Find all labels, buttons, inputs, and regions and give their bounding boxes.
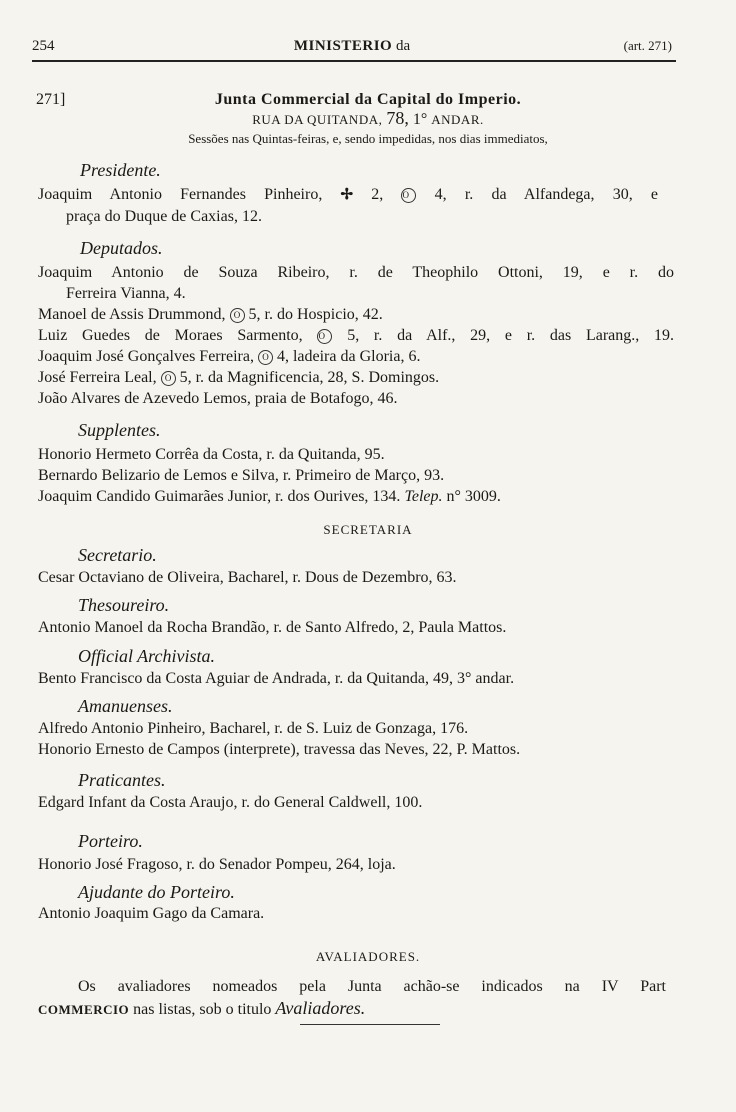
deputado-3	[38, 326, 674, 346]
address-street: RUA DA QUITANDA,	[252, 112, 383, 127]
deputado-2-name: Manoel de Assis Drummond,	[38, 306, 226, 323]
deputado-5-address: 5, r. da Magnificencia, 28, S. Domingos.	[179, 369, 440, 386]
presidente-cross-grade: 2,	[371, 186, 384, 203]
presidente-line-1	[38, 185, 658, 205]
deputado-5-name: José Ferreira Leal,	[38, 369, 157, 386]
presidente-address: 4, r. da Alfandega, 30, e	[434, 186, 658, 203]
supplente-2: Bernardo Belizario de Lemos e Silva, r. Primeiro de Março, 93.	[38, 467, 445, 484]
deputado-4	[38, 347, 420, 367]
order-icon: O	[317, 329, 332, 344]
running-title	[32, 38, 672, 55]
address-floor: 1°	[412, 111, 428, 128]
deputado-3-name: Luiz Guedes de Moraes Sarmento,	[38, 327, 303, 344]
deputado-5	[38, 368, 439, 388]
avaliadores-text: nas listas, sob o titulo	[133, 1001, 272, 1018]
secretario-entry: Cesar Octaviano de Oliveira, Bacharel, r. Dous de Dezembro, 63.	[38, 569, 457, 586]
archivista-title: Official Archivista.	[78, 646, 215, 666]
deputados-title: Deputados.	[80, 238, 163, 258]
deputado-2	[38, 305, 383, 325]
order-icon: O	[258, 350, 273, 365]
cross-icon: ✢	[340, 187, 354, 203]
amanuenses-title: Amanuenses.	[78, 696, 173, 716]
porteiro-entry: Honorio José Fragoso, r. do Senador Pompeu, 264, loja.	[38, 856, 396, 873]
avaliadores-heading: AVALIADORES.	[315, 949, 421, 964]
running-title-bold: MINISTERIO	[293, 38, 393, 54]
secretaria-heading: SECRETARIA	[323, 522, 413, 537]
order-icon: O	[401, 188, 416, 203]
presidente-title: Presidente.	[80, 160, 161, 180]
amanuense-2: Honorio Ernesto de Campos (interprete), travessa das Neves, 22, P. Mattos.	[38, 741, 521, 758]
article-reference: (art. 271)	[623, 38, 672, 53]
supplentes-title: Supplentes.	[78, 420, 161, 440]
address-andar: ANDAR.	[431, 112, 484, 127]
praticante-entry: Edgard Infant da Costa Araujo, r. do General Caldwell, 100.	[38, 794, 423, 811]
address-line	[0, 108, 736, 130]
header-rule	[32, 60, 676, 62]
thesoureiro-entry: Antonio Manoel da Rocha Brandão, r. de Santo Alfredo, 2, Paula Mattos.	[38, 619, 507, 636]
archivista-entry: Bento Francisco da Costa Aguiar de Andrada, r. da Quitanda, 49, 3° andar.	[38, 670, 515, 687]
order-icon: O	[161, 371, 176, 386]
page-number: 254	[32, 38, 55, 54]
porteiro-title: Porteiro.	[78, 831, 143, 851]
presidente-line-2: praça do Duque de Caxias, 12.	[66, 208, 262, 225]
order-icon: O	[230, 308, 245, 323]
running-title-rest: da	[395, 38, 411, 54]
address-number: 78,	[386, 108, 409, 128]
deputado-4-name: Joaquim José Gonçalves Ferreira,	[38, 348, 254, 365]
avaliadores-paragraph-line-1: Os avaliadores nomeados pela Junta achão-se indicados na IV Part	[78, 978, 666, 995]
supplente-3	[38, 487, 501, 507]
section-heading: Junta Commercial da Capital do Imperio.	[214, 91, 522, 108]
page-header	[32, 36, 672, 60]
thesoureiro-title: Thesoureiro.	[78, 595, 170, 615]
deputado-2-address: 5, r. do Hospicio, 42.	[248, 306, 383, 323]
sessions-note: Sessões nas Quintas-feiras, e, sendo impedidas, nos dias immediatos,	[188, 131, 548, 146]
secretario-title: Secretario.	[78, 545, 157, 565]
supplente-3-address: Joaquim Candido Guimarães Junior, r. dos Ourives, 134.	[38, 488, 401, 505]
commercio-caps: COMMERCIO	[38, 1002, 130, 1017]
presidente-name: Joaquim Antonio Fernandes Pinheiro,	[38, 186, 323, 203]
amanuense-1: Alfredo Antonio Pinheiro, Bacharel, r. de S. Luiz de Gonzaga, 176.	[38, 720, 469, 737]
avaliadores-italic-title: Avaliadores.	[275, 998, 366, 1018]
deputado-3-address: 5, r. da Alf., 29, e r. das Larang., 19.	[347, 327, 675, 344]
deputado-4-address: 4, ladeira da Gloria, 6.	[276, 348, 421, 365]
ajudante-title: Ajudante do Porteiro.	[78, 882, 235, 902]
entry-number: 271]	[36, 91, 66, 108]
closing-rule	[300, 1024, 440, 1025]
supplente-1: Honorio Hermeto Corrêa da Costa, r. da Quitanda, 95.	[38, 446, 385, 463]
telephone-number: n° 3009.	[446, 488, 501, 505]
telephone-label: Telep.	[404, 488, 443, 505]
deputado-1-line-1: Joaquim Antonio de Souza Ribeiro, r. de Theophilo Ottoni, 19, e r. do	[38, 264, 674, 281]
avaliadores-paragraph-line-2	[38, 998, 365, 1020]
ajudante-entry: Antonio Joaquim Gago da Camara.	[38, 905, 265, 922]
deputado-1-line-2: Ferreira Vianna, 4.	[66, 285, 186, 302]
deputado-6: João Alvares de Azevedo Lemos, praia de Botafogo, 46.	[38, 390, 398, 407]
praticantes-title: Praticantes.	[78, 770, 166, 790]
